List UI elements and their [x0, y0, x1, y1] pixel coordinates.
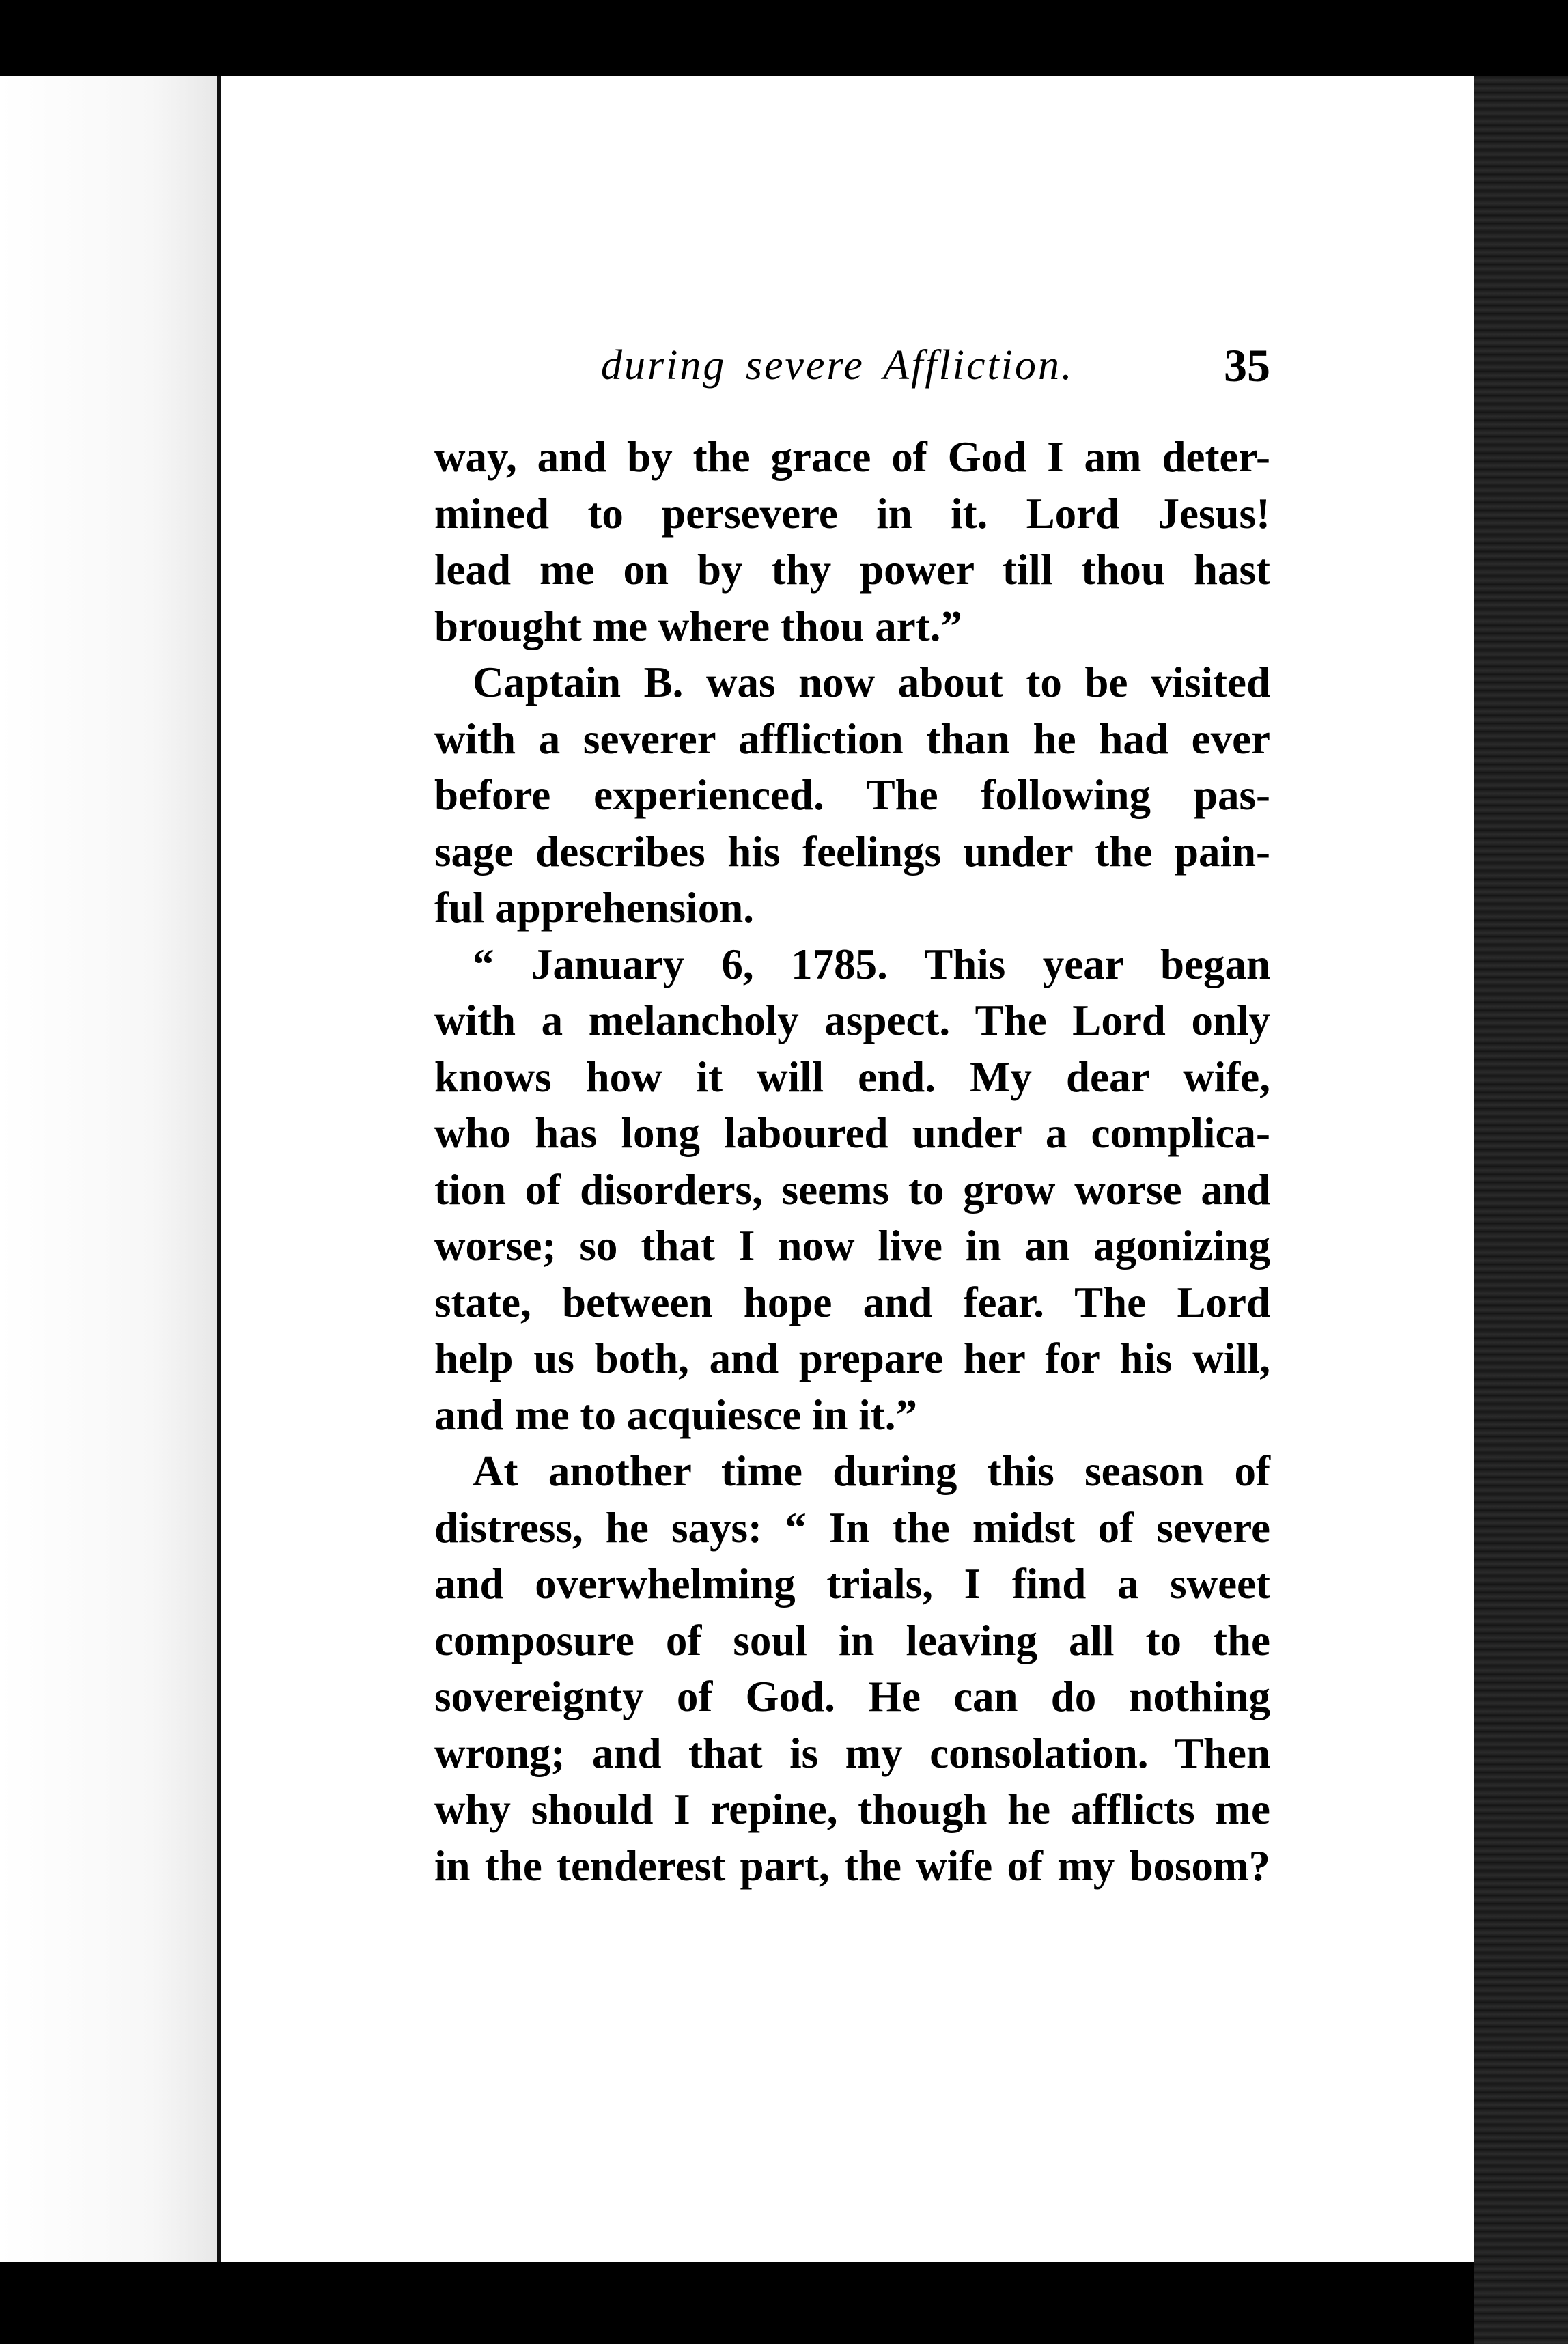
page-fore-edge	[1474, 76, 1568, 2344]
text-line: worse; so that I now live in an agonizing	[434, 1222, 1270, 1270]
text-line: help us both, and prepare her for his will,	[434, 1335, 1270, 1382]
specks-bottom: •	[862, 2317, 874, 2341]
running-head	[601, 341, 1270, 417]
text-line: way, and by the grace of God I am deter-	[434, 433, 1270, 481]
text-line: knows how it will end. My dear wife,	[434, 1052, 1270, 1101]
facing-page-edge	[0, 76, 217, 2262]
text-line: brought me where thou art.”	[434, 602, 962, 650]
text-line: lead me on by thy power till thou hast	[434, 546, 1270, 594]
text-line: distress, he says: “ In the midst of severe	[434, 1503, 1270, 1552]
text-line: with a severer affliction than he had ever	[434, 714, 1270, 763]
specks-top-left: •	[257, 60, 266, 77]
body-text	[434, 429, 1270, 1894]
page-number: 35	[1224, 339, 1270, 391]
text-line: mined to persevere in it. Lord Jesus!	[434, 489, 1270, 538]
text-line: and overwhelming trials, I find a sweet	[434, 1560, 1270, 1608]
text-line: ful apprehension.	[434, 884, 754, 932]
text-line: and me to acquiesce in it.”	[434, 1391, 917, 1439]
text-line: tion of disorders, seems to grow worse and	[434, 1165, 1270, 1214]
text-line: At another time during this season of	[473, 1447, 1270, 1495]
text-line: composure of soul in leaving all to the	[434, 1616, 1270, 1664]
text-line: Captain B. was now about to be visited	[473, 658, 1270, 706]
text-line: before experienced. The following pas-	[434, 771, 1270, 819]
text-line: wrong; and that is my consolation. Then	[434, 1729, 1270, 1777]
text-line: who has long laboured under a complica-	[434, 1109, 1270, 1157]
running-head-title: during severe Affliction.	[601, 342, 1074, 389]
text-line: state, between hope and fear. The Lord	[434, 1278, 1270, 1326]
text-line: sovereignty of God. He can do nothing	[434, 1673, 1270, 1720]
text-line: in the tenderest part, the wife of my bosom?	[434, 1841, 1270, 1890]
text-line: with a melancholy aspect. The Lord only	[434, 996, 1270, 1044]
text-line: sage describes his feelings under the pain-	[434, 827, 1270, 876]
text-line: “ January 6, 1785. This year began	[473, 940, 1270, 988]
text-line: why should I repine, though he afflicts me	[434, 1785, 1270, 1833]
